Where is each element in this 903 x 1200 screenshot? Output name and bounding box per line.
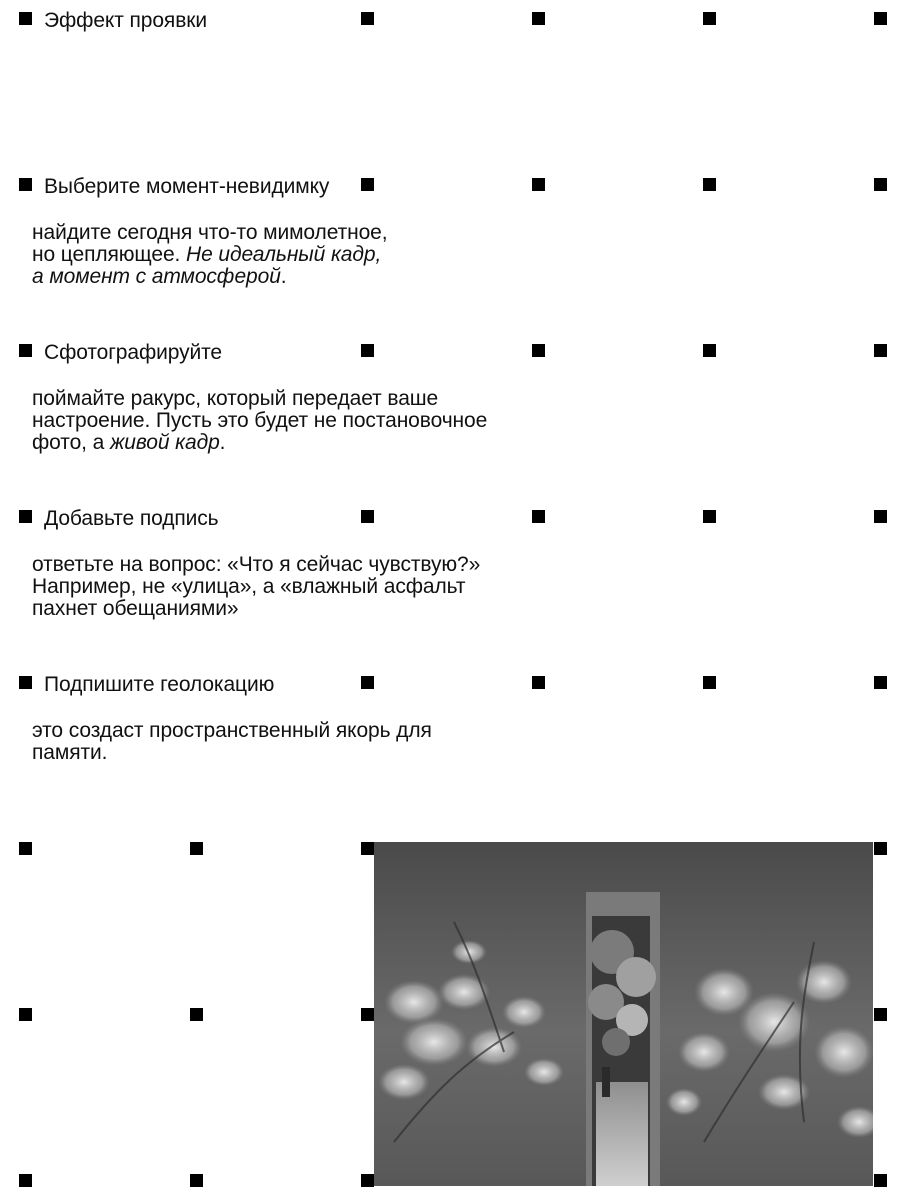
grid-marker	[874, 842, 887, 855]
plain-text: найдите сегодня что-то мимолетное,	[32, 221, 388, 244]
grid-marker	[874, 676, 887, 689]
plain-text: .	[219, 431, 226, 454]
grid-marker	[532, 12, 545, 25]
grid-marker	[19, 1008, 32, 1021]
grid-marker	[361, 12, 374, 25]
plain-text: .	[280, 265, 287, 288]
grid-marker	[874, 12, 887, 25]
grid-marker	[874, 1008, 887, 1021]
plain-text: это создаст пространственный якорь для	[32, 719, 432, 742]
grid-marker	[532, 510, 545, 523]
description-line	[32, 742, 432, 764]
grid-marker	[361, 842, 374, 855]
emphasis-text: живой кадр	[109, 431, 220, 454]
grid-marker	[19, 1174, 32, 1187]
grid-marker	[703, 676, 716, 689]
plain-text: поймайте ракурс, который передает ваше	[32, 387, 439, 410]
grid-marker	[19, 676, 32, 689]
grid-marker	[19, 178, 32, 191]
section-title: Эффект проявки	[44, 9, 207, 32]
grid-marker	[703, 510, 716, 523]
description-line	[32, 266, 388, 288]
description-line	[32, 554, 480, 576]
plain-text: настроение. Пусть это будет не постановочное	[32, 409, 488, 432]
section-title: Выберите момент-невидимку	[44, 175, 330, 198]
plain-text: фото, а	[32, 431, 110, 454]
grid-marker	[19, 842, 32, 855]
grid-marker	[361, 344, 374, 357]
doorway-photo-image	[374, 842, 873, 1186]
description-line	[32, 720, 432, 742]
section-description	[32, 388, 487, 454]
grid-marker	[361, 1008, 374, 1021]
plain-text: ответьте на вопрос: «Что я сейчас чувствую?»	[32, 553, 481, 576]
grid-marker	[703, 178, 716, 191]
grid-marker	[19, 344, 32, 357]
grid-marker	[703, 12, 716, 25]
grid-marker	[361, 676, 374, 689]
plain-text: пахнет обещаниями»	[32, 597, 239, 620]
section-title: Добавьте подпись	[44, 507, 219, 530]
grid-marker	[703, 344, 716, 357]
description-line	[32, 432, 487, 454]
grid-marker	[874, 344, 887, 357]
plain-text: памяти.	[32, 741, 108, 764]
grid-marker	[532, 178, 545, 191]
description-line	[32, 222, 388, 244]
grid-marker	[19, 12, 32, 25]
description-line	[32, 576, 480, 598]
section-title: Подпишите геолокацию	[44, 673, 275, 696]
description-line	[32, 598, 480, 620]
emphasis-text: Не идеальный кадр,	[186, 243, 382, 266]
grid-marker	[874, 1174, 887, 1187]
plain-text: Например, не «улица», а «влажный асфальт	[32, 575, 466, 598]
plain-text: но цепляющее.	[32, 243, 186, 266]
grid-marker	[874, 178, 887, 191]
grid-marker	[874, 510, 887, 523]
grid-marker	[532, 344, 545, 357]
grid-marker	[361, 178, 374, 191]
grid-marker	[361, 510, 374, 523]
description-line	[32, 388, 487, 410]
description-line	[32, 244, 388, 266]
grid-marker	[19, 510, 32, 523]
section-description	[32, 720, 432, 764]
grid-marker	[190, 1174, 203, 1187]
grid-marker	[532, 676, 545, 689]
grid-marker	[361, 1174, 374, 1187]
section-title: Сфотографируйте	[44, 341, 222, 364]
section-description	[32, 554, 480, 620]
grid-marker	[190, 842, 203, 855]
doorway-photo	[374, 842, 873, 1186]
emphasis-text: а момент с атмосферой	[32, 265, 281, 288]
description-line	[32, 410, 487, 432]
section-description	[32, 222, 388, 288]
grid-marker	[190, 1008, 203, 1021]
